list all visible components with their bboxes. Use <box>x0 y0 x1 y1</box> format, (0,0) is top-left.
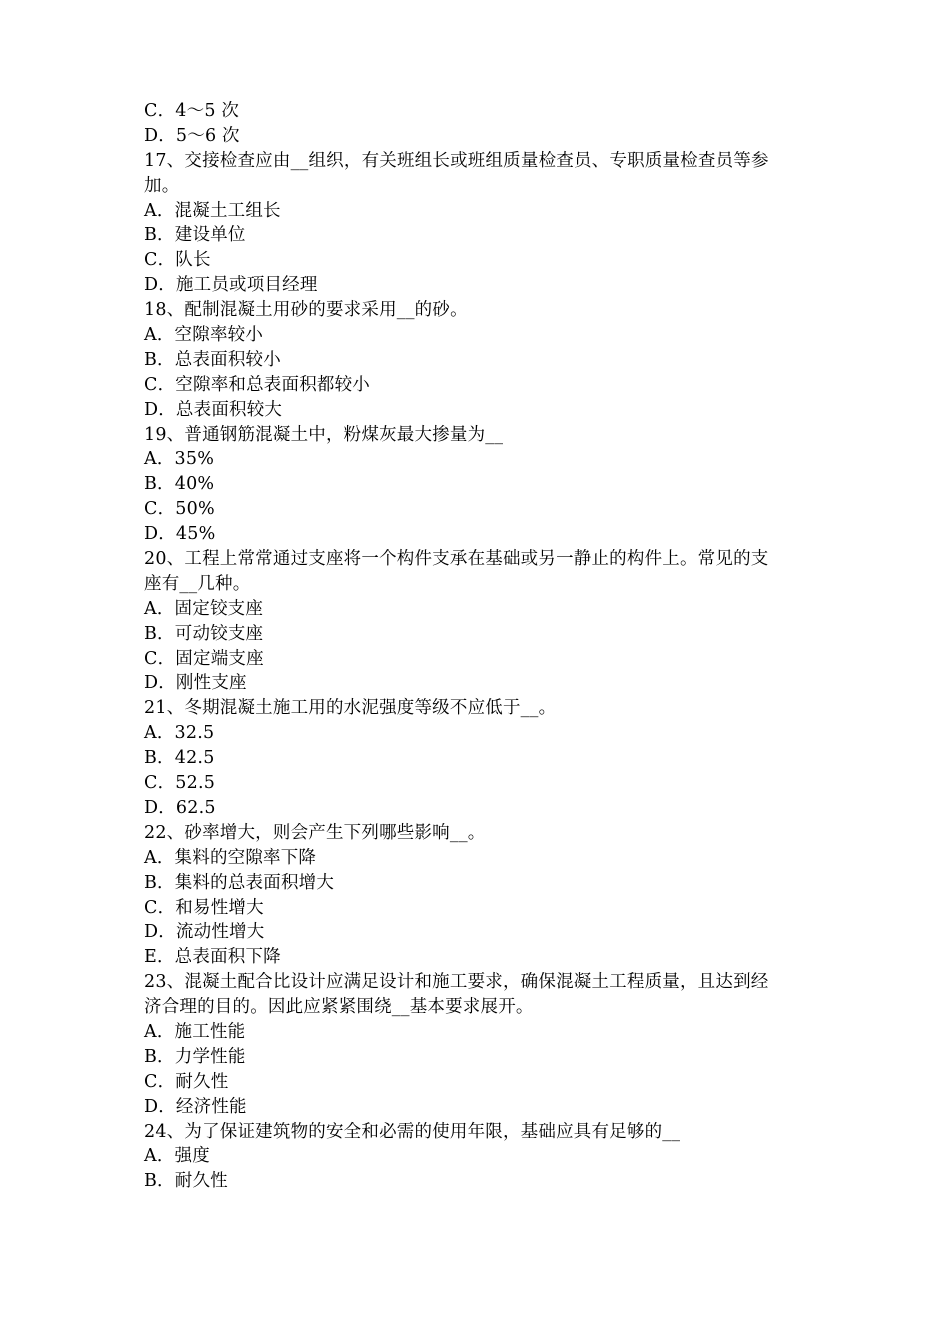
question-line: 17、交接检查应由__组织，有关班组长或班组质量检查员、专职质量检查员等参 <box>144 150 769 171</box>
option-line: C．固定端支座 <box>144 648 264 669</box>
option-line: C．50% <box>144 499 215 520</box>
option-line: A．35% <box>144 449 215 470</box>
option-line: B．建设单位 <box>144 225 246 246</box>
option-line: A．强度 <box>144 1146 210 1167</box>
question-line: 21、冬期混凝土施工用的水泥强度等级不应低于__。 <box>144 698 557 719</box>
option-line: A．施工性能 <box>144 1021 246 1042</box>
option-line: C．空隙率和总表面积都较小 <box>144 374 370 395</box>
option-line: B．力学性能 <box>144 1046 246 1067</box>
option-line: B．集料的总表面积增大 <box>144 872 335 893</box>
option-line: C．4～5 次 <box>144 101 240 121</box>
question-line: 济合理的目的。因此应紧紧围绕__基本要求展开。 <box>144 997 534 1018</box>
option-line: C．队长 <box>144 250 211 271</box>
question-line: 19、普通钢筋混凝土中，粉煤灰最大掺量为__ <box>144 424 504 445</box>
option-line: B．40% <box>144 474 215 495</box>
option-line: E．总表面积下降 <box>144 947 281 968</box>
question-line: 22、砂率增大，则会产生下列哪些影响__。 <box>144 822 486 843</box>
question-line: 24、为了保证建筑物的安全和必需的使用年限，基础应具有足够的__ <box>144 1121 681 1142</box>
option-line: A．固定铰支座 <box>144 598 264 619</box>
option-line: B．42.5 <box>144 748 215 769</box>
option-line: A．32.5 <box>144 723 215 744</box>
option-line: C．和易性增大 <box>144 897 264 918</box>
question-line: 18、配制混凝土用砂的要求采用__的砂。 <box>144 300 468 321</box>
option-line: A．集料的空隙率下降 <box>144 847 317 868</box>
question-line: 20、工程上常常通过支座将一个构件支承在基础或另一静止的构件上。常见的支 <box>144 549 769 570</box>
option-line: D．刚性支座 <box>144 673 247 694</box>
option-line: D．施工员或项目经理 <box>144 275 318 296</box>
option-line: D．45% <box>144 524 216 545</box>
document-page <box>144 99 816 1194</box>
option-line: A．空隙率较小 <box>144 325 264 346</box>
option-line: D．流动性增大 <box>144 922 265 943</box>
question-line: 23、混凝土配合比设计应满足设计和施工要求，确保混凝土工程质量，且达到经 <box>144 972 769 993</box>
question-line: 座有__几种。 <box>144 573 251 594</box>
option-line: B．耐久性 <box>144 1171 228 1192</box>
option-line: A．混凝土工组长 <box>144 200 281 221</box>
option-line: C．耐久性 <box>144 1071 229 1092</box>
option-line: D．62.5 <box>144 797 216 818</box>
option-line: D．5～6 次 <box>144 125 240 146</box>
option-line: D．经济性能 <box>144 1096 247 1117</box>
option-line: B．可动铰支座 <box>144 623 264 644</box>
option-line: D．总表面积较大 <box>144 399 283 420</box>
option-line: C．52.5 <box>144 773 216 794</box>
question-line: 加。 <box>144 175 180 196</box>
option-line: B．总表面积较小 <box>144 349 281 370</box>
